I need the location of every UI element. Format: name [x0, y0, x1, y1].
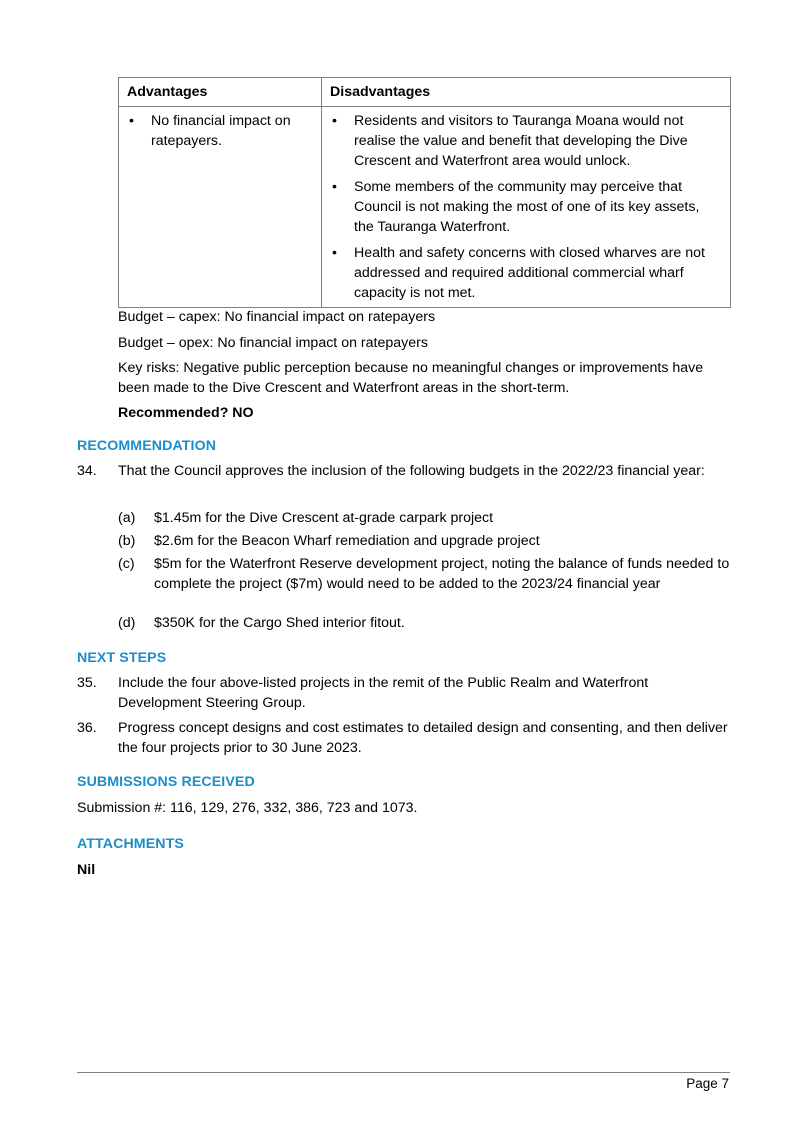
disadvantage-text: Health and safety concerns with closed wharves are not addressed and required additional commercial wharf capacity is not met.	[354, 245, 705, 301]
key-risks: Key risks: Negative public perception because no meaningful changes or improvements have been made to the Dive Crescent and Waterfront areas in the short-term.	[118, 360, 704, 396]
paragraph-text: That the Council approves the inclusion of the following budgets in the 2022/23 financial year:	[118, 463, 705, 479]
disadvantage-text: Some members of the community may perceive that Council is not making the most of one of its key assets, the Tauranga Waterfront.	[354, 179, 700, 235]
item-text: $5m for the Waterfront Reserve development project, noting the balance of funds needed to complete the project ($7m) would need to be added to the 2023/24 financial year	[154, 556, 730, 592]
disadvantage-text: Residents and visitors to Tauranga Moana would not realise the value and benefit that developing the Dive Crescent and Waterfront area would unlock.	[354, 113, 688, 169]
budget-opex: Budget – opex: No financial impact on ratepayers	[118, 335, 428, 351]
submissions-text: Submission #: 116, 129, 276, 332, 386, 723 and 1073.	[77, 800, 418, 816]
table-row	[119, 107, 731, 308]
footer-divider	[77, 1072, 730, 1073]
options-table	[118, 77, 731, 308]
advantages-cell	[119, 107, 322, 308]
disadvantages-header: Disadvantages	[322, 78, 731, 107]
item-label: (d)	[118, 615, 136, 631]
item-text: $350K for the Cargo Shed interior fitout.	[154, 615, 405, 631]
bullet-icon: •	[332, 245, 337, 261]
paragraph-text: Include the four above-listed projects in the remit of the Public Realm and Waterfront Development Steering Group.	[118, 675, 649, 711]
bullet-icon: •	[332, 179, 337, 195]
list-item	[330, 111, 722, 171]
paragraph-number: 36.	[77, 720, 97, 736]
advantages-header: Advantages	[119, 78, 322, 107]
page-number: Page 7	[686, 1076, 729, 1091]
next-steps-heading: NEXT STEPS	[77, 650, 167, 666]
item-text: $1.45m for the Dive Crescent at-grade carpark project	[154, 510, 494, 526]
advantages-list	[127, 111, 313, 151]
item-label: (b)	[118, 533, 136, 549]
submissions-heading: SUBMISSIONS RECEIVED	[77, 774, 255, 790]
item-text: $2.6m for the Beacon Wharf remediation and upgrade project	[154, 533, 540, 549]
disadvantages-cell	[322, 107, 731, 308]
list-item	[127, 111, 313, 151]
paragraph-text: Progress concept designs and cost estimates to detailed design and consenting, and then deliver the four projects prior to 30 June 2023.	[118, 720, 728, 756]
attachments-text: Nil	[77, 862, 96, 878]
attachments-heading: ATTACHMENTS	[77, 836, 184, 852]
list-item	[330, 243, 722, 303]
recommended-status: Recommended? NO	[118, 405, 254, 421]
list-item	[330, 177, 722, 237]
bullet-icon: •	[332, 113, 337, 129]
advantage-text: No financial impact on ratepayers.	[151, 113, 291, 149]
budget-capex: Budget – capex: No financial impact on ratepayers	[118, 309, 436, 325]
table-header-row	[119, 78, 731, 107]
paragraph-number: 35.	[77, 675, 97, 691]
item-label: (a)	[118, 510, 136, 526]
paragraph-number: 34.	[77, 463, 97, 479]
item-label: (c)	[118, 556, 135, 572]
bullet-icon: •	[129, 113, 134, 129]
recommendation-heading: RECOMMENDATION	[77, 438, 217, 454]
disadvantages-list	[330, 111, 722, 303]
